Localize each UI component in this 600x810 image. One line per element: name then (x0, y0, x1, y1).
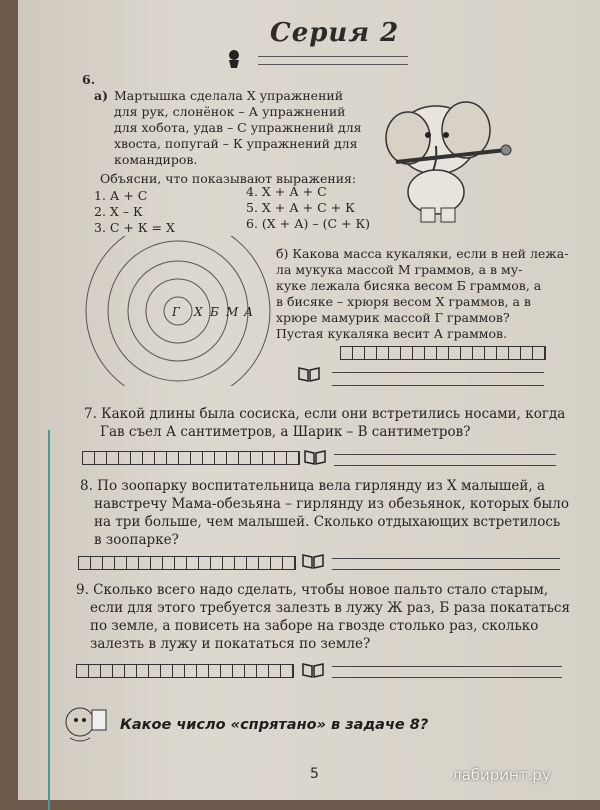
answer-line[interactable] (332, 385, 544, 386)
answer-grid[interactable] (78, 556, 296, 570)
answer-line[interactable] (334, 465, 556, 466)
book-icon (302, 553, 324, 569)
expression-4: 4. X + А + С (246, 184, 327, 199)
expression-1: 1. А + С (94, 188, 148, 203)
task-7-line: 7. Какой длины была сосиска, если они встретились носами, когда (84, 406, 566, 422)
answer-line[interactable] (332, 677, 562, 678)
task-6a-line: Мартышка сделала X упражнений (114, 88, 344, 103)
concentric-rings-diagram (78, 236, 278, 386)
footer-question: Какое число «спрятано» в задаче 8? (120, 717, 429, 733)
answer-line[interactable] (332, 372, 544, 373)
task-6-number: 6. (82, 72, 96, 87)
expression-2: 2. X – К (94, 204, 143, 219)
book-page (18, 0, 600, 800)
title-underline (258, 64, 408, 65)
task-9-line: по земле, а повисеть на заборе на гвозде столько раз, сколько (90, 618, 539, 634)
watermark: лабиринт.ру (452, 766, 551, 784)
mascot-icon (60, 700, 112, 746)
task-6b-line: хрюре мамурик массой Г граммов? (276, 310, 510, 325)
pin-icon (225, 48, 243, 70)
ring-label: А (244, 305, 254, 319)
task-6a-letter: а) (94, 88, 109, 103)
explain-prompt: Объясни, что показывают выражения: (100, 171, 357, 186)
expression-3: 3. С + К = X (94, 220, 175, 235)
task-9-line: 9. Сколько всего надо сделать, чтобы новое пальто стало старым, (76, 582, 549, 598)
task-7-line: Гав съел А сантиметров, а Шарик – В сантиметров? (100, 424, 471, 440)
ring-label: Б (210, 305, 219, 319)
task-6a-line: хвоста, попугай – К упражнений для (114, 136, 358, 151)
answer-grid[interactable] (340, 346, 546, 360)
answer-line[interactable] (332, 558, 560, 559)
task-6a-line: командиров. (114, 152, 198, 167)
book-icon (298, 366, 320, 382)
book-icon (302, 662, 324, 678)
margin-bar (48, 430, 50, 810)
task-6a-line: для рук, слонёнок – А упражнений (114, 104, 346, 119)
answer-line[interactable] (332, 666, 562, 667)
answer-grid[interactable] (76, 664, 294, 678)
task-8-line: в зоопарке? (94, 532, 179, 548)
task-6a-line: для хобота, удав – С упражнений для (114, 120, 362, 135)
elephant-illustration (366, 80, 526, 230)
ring-label: Г (172, 305, 180, 319)
answer-line[interactable] (334, 454, 556, 455)
task-6b-line: б) Какова масса кукаляки, если в ней лежа- (276, 246, 569, 261)
task-6b-line: ла мукука массой М граммов, а в му- (276, 262, 523, 277)
task-8-line: 8. По зоопарку воспитательница вела гирлянду из X малышей, а (80, 478, 545, 494)
book-icon (304, 449, 326, 465)
expression-5: 5. X + А + С + К (246, 200, 355, 215)
title-underline (258, 56, 408, 57)
task-6b-line: Пустая кукаляка весит А граммов. (276, 326, 508, 341)
task-9-line: если для этого требуется залезть в лужу Ж раз, Б раза покататься (90, 600, 570, 616)
answer-grid[interactable] (82, 451, 300, 465)
ring-label: X (194, 305, 203, 319)
task-6b-line: в бисяке – хрюря весом X граммов, а в (276, 294, 531, 309)
task-9-line: залезть в лужу и покататься по земле? (90, 636, 371, 652)
task-8-line: навстречу Мама-обезьяна – гирлянду из обезьянок, которых было (94, 496, 569, 512)
expression-6: 6. (X + А) – (С + К) (246, 216, 371, 231)
ring-label: М (226, 305, 239, 319)
task-6b-line: куке лежала бисяка весом Б граммов, а (276, 278, 542, 293)
task-8-line: на три больше, чем малышей. Сколько отдыхающих встретилось (94, 514, 561, 530)
answer-line[interactable] (332, 569, 560, 570)
page-number: 5 (310, 766, 319, 782)
page-title: Серия 2 (270, 18, 400, 48)
